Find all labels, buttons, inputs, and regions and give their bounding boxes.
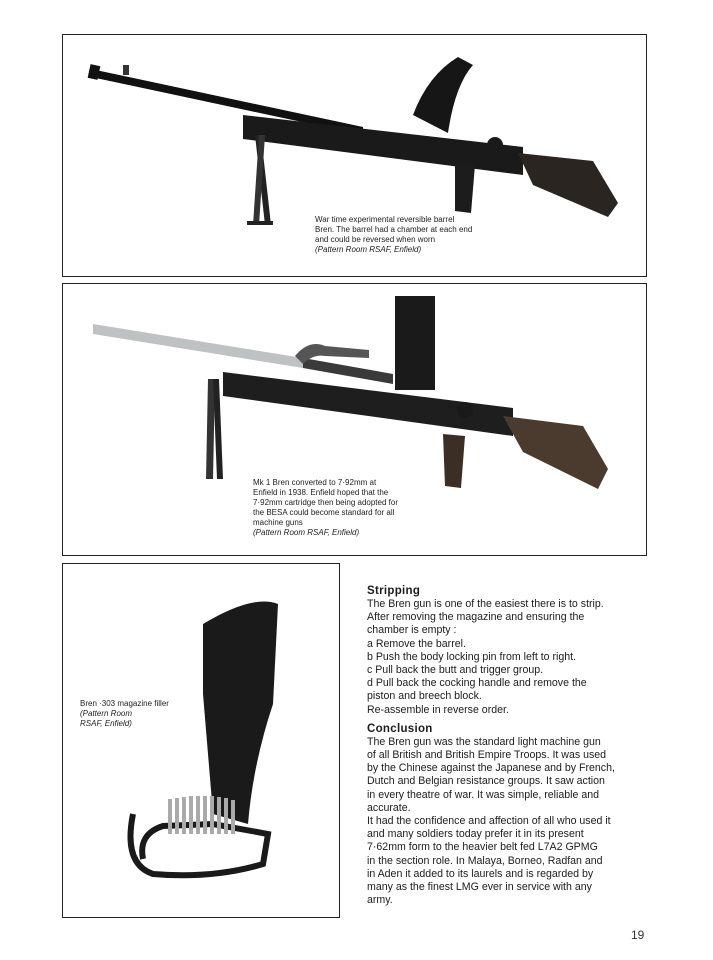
text-line: many as the finest LMG ever in service with any: [367, 881, 592, 894]
text-line: chamber is empty :: [367, 624, 457, 637]
caption-line: 7·92mm cartridge then being adopted for: [253, 498, 398, 507]
text-line: in every theatre of war. It was simple, reliable and: [367, 788, 599, 801]
caption-line: Mk 1 Bren converted to 7·92mm at: [253, 478, 377, 487]
text-line: 7·62mm form to the heavier belt fed L7A2 GPMG: [367, 841, 598, 854]
body-text: [367, 584, 667, 907]
caption-credit: (Pattern Room RSAF, Enfield): [253, 528, 360, 537]
list-item: a Remove the barrel.: [367, 637, 466, 650]
caption-credit: (Pattern Room: [80, 709, 133, 718]
text-line: Re-assemble in reverse order.: [367, 703, 509, 716]
caption-line: machine guns: [253, 518, 303, 527]
caption-credit: (Pattern Room RSAF, Enfield): [315, 245, 422, 254]
text-line: piston and breech block.: [367, 690, 482, 703]
figure-2-caption: [253, 478, 463, 538]
figure-3-frame: [62, 563, 340, 918]
text-line: It had the confidence and affection of all who used it: [367, 815, 611, 828]
bren-magazine-filler-photo: [63, 564, 341, 919]
text-line: army.: [367, 894, 393, 907]
caption-line: Bren ·303 magazine filler: [80, 699, 169, 708]
list-item: b Push the body locking pin from left to right.: [367, 650, 577, 663]
figure-3-caption: [80, 699, 210, 729]
caption-line: War time experimental reversible barrel: [315, 215, 455, 224]
caption-line: and could be reversed when worn: [315, 235, 436, 244]
list-item: c Pull back the butt and trigger group.: [367, 664, 544, 677]
caption-credit: RSAF, Enfield): [80, 719, 132, 728]
text-line: accurate.: [367, 801, 411, 814]
text-line: in Aden it added to its laurels and is regarded by: [367, 867, 594, 880]
section-heading-conclusion: Conclusion: [367, 722, 433, 735]
text-line: of all British and British Empire Troops. It was used: [367, 749, 607, 762]
caption-line: Bren. The barrel had a chamber at each end: [315, 225, 473, 234]
page-number: 19: [631, 928, 645, 942]
figure-1-frame: [62, 34, 647, 277]
text-line: and many soldiers today prefer it in its present: [367, 828, 584, 841]
caption-line: the BESA could become standard for all: [253, 508, 395, 517]
text-line: The Bren gun was the standard light machine gun: [367, 735, 601, 748]
figure-1-caption: [315, 215, 515, 255]
text-line: by the Chinese against the Japanese and by French,: [367, 762, 615, 775]
caption-line: Enfield in 1938. Enfield hoped that the: [253, 488, 389, 497]
text-line: Dutch and Belgian resistance groups. It saw action: [367, 775, 605, 788]
figure-2-frame: [62, 283, 647, 556]
list-item: d Pull back the cocking handle and remove the: [367, 677, 587, 690]
text-line: The Bren gun is one of the easiest there is to strip.: [367, 598, 604, 610]
text-line: After removing the magazine and ensuring the: [367, 611, 585, 624]
text-line: in the section role. In Malaya, Borneo, Radfan and: [367, 854, 603, 867]
section-heading-stripping: Stripping: [367, 585, 421, 597]
